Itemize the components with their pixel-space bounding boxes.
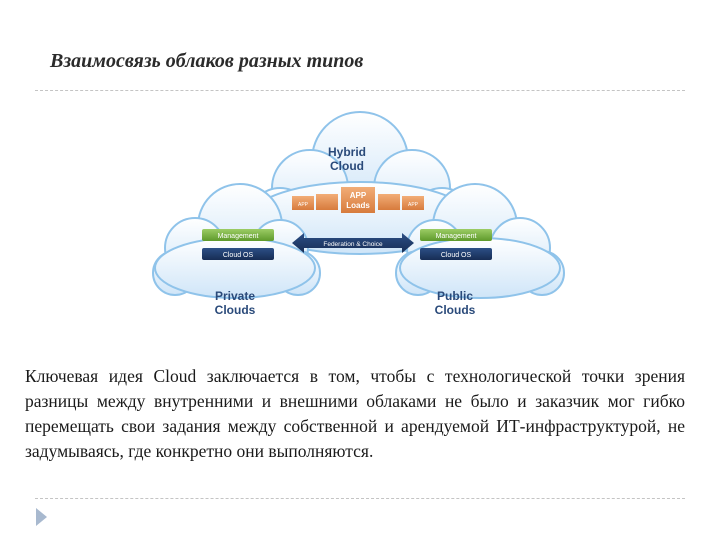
- cloud-os-label-left: Cloud OS: [222, 252, 254, 259]
- app-loads-label-line2: Loads: [346, 201, 370, 210]
- public-clouds-label-line1: Public: [436, 289, 474, 303]
- bottom-divider: [35, 498, 685, 499]
- app-box-small-2: [316, 194, 338, 210]
- slide-title: Взаимосвязь облаков разных типов: [50, 50, 364, 72]
- app-small-left-label: APP: [297, 202, 309, 208]
- public-clouds-label-line2: Clouds: [434, 303, 476, 317]
- private-clouds-label-line1: Private: [214, 289, 256, 303]
- federation-label: Federation & Choice: [323, 241, 383, 248]
- management-label-left: Management: [217, 233, 259, 240]
- cloud-os-label-right: Cloud OS: [440, 252, 472, 259]
- app-box-small-3: [378, 194, 400, 210]
- hybrid-cloud-label-line2: Cloud: [330, 159, 364, 173]
- app-small-right-label: APP: [407, 202, 419, 208]
- hybrid-cloud-label-line1: Hybrid: [327, 145, 367, 159]
- app-loads-label-line1: APP: [349, 191, 367, 200]
- slide-marker-icon: [36, 508, 47, 526]
- hybrid-cloud-diagram: [150, 98, 570, 348]
- management-label-right: Management: [435, 233, 477, 240]
- private-clouds-label-line2: Clouds: [214, 303, 256, 317]
- slide-body-paragraph: Ключевая идея Cloud заключается в том, чтобы с технологической точки зрения разницы между внутренними и внешними облаками не было и заказчик мог гибко перемещать свои задания между собственной и арендуемой ИТ-инфраструктурой, не задумываясь, где конкретно они выполняются.: [25, 366, 685, 461]
- top-divider: [35, 90, 685, 91]
